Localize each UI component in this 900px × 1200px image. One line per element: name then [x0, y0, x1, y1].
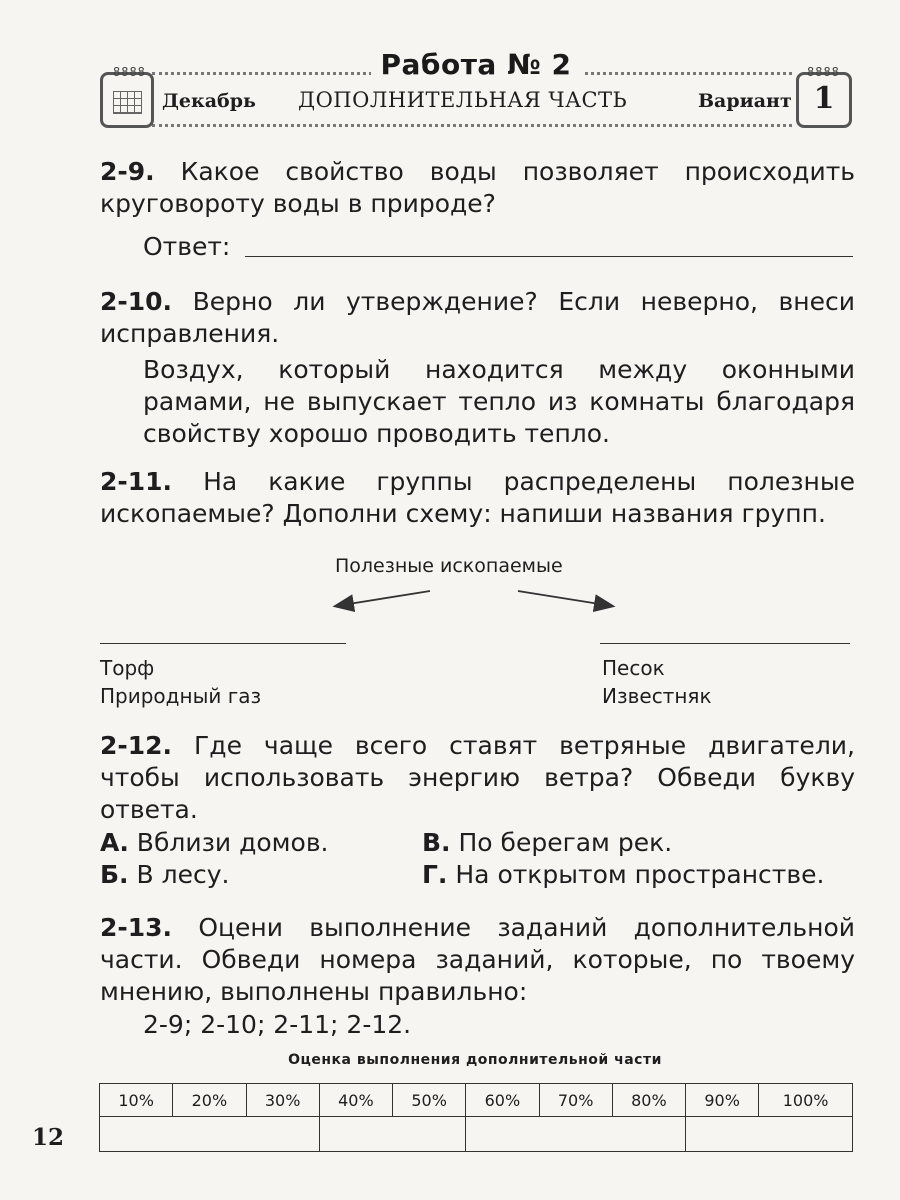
option-v[interactable] — [422, 828, 672, 857]
question-number: 2-9. — [100, 157, 155, 186]
option-text: Вблизи домов. — [128, 828, 329, 857]
percent-cell[interactable]: 70% — [539, 1084, 612, 1117]
statement: Воздух, который находится между оконными рамами, не выпускает тепло из комнаты благодаря свойству хорошо проводить тепло. — [143, 355, 855, 448]
question-text: Верно ли утверждение? Если неверно, внеси исправления. — [100, 287, 855, 348]
option-letter: Г. — [422, 860, 448, 889]
option-text: На открытом пространстве. — [447, 860, 825, 889]
variant-badge: 8888 1 — [796, 72, 852, 128]
arrow-left-icon — [336, 591, 430, 606]
calendar-icon: 8888 — [100, 72, 154, 128]
question-text: Какое свойство воды позволяет происходить круговороту воды в природе? — [100, 157, 855, 218]
variant-label: Вариант — [698, 90, 792, 112]
option-letter: Б. — [100, 860, 129, 889]
grade-blank-row — [100, 1117, 853, 1152]
option-a[interactable] — [100, 828, 329, 857]
percent-cell[interactable]: 90% — [686, 1084, 759, 1117]
percent-cell[interactable]: 60% — [466, 1084, 539, 1117]
task-list[interactable]: 2-9; 2-10; 2-11; 2-12. — [143, 1010, 412, 1039]
option-text: В лесу. — [128, 860, 230, 889]
arrow-right-icon — [518, 591, 612, 606]
question-text: На какие группы распределены полезные ископаемые? Дополни схему: напиши названия групп. — [100, 467, 855, 528]
part-label: ДОПОЛНИТЕЛЬНАЯ ЧАСТЬ — [298, 88, 628, 112]
question-text: Где чаще всего ставят ветряные двигатели, чтобы использовать энергию ветра? Обведи букву ответа. — [100, 731, 855, 824]
left-item: Торф — [100, 656, 155, 680]
option-text: По берегам рек. — [450, 828, 673, 857]
percent-cell[interactable]: 10% — [100, 1084, 173, 1117]
question-2-12 — [100, 730, 855, 826]
blank-cell[interactable] — [100, 1117, 247, 1152]
blank-cell[interactable] — [466, 1117, 686, 1152]
option-g[interactable] — [422, 860, 824, 889]
page-number: 12 — [32, 1124, 65, 1151]
question-number: 2-13. — [100, 913, 173, 942]
percent-cell[interactable]: 100% — [759, 1084, 853, 1117]
question-number: 2-11. — [100, 467, 173, 496]
question-text: Оцени выполнение заданий дополнительной части. Обведи номера заданий, которые, по твоему мнению, выполнены правильно: — [100, 913, 855, 1006]
grade-table — [99, 1083, 853, 1152]
percent-cell[interactable]: 50% — [393, 1084, 466, 1117]
grade-percent-row — [100, 1084, 853, 1117]
work-title: Работа № 2 — [96, 48, 856, 81]
scheme-blank-right[interactable] — [600, 643, 850, 644]
blank-cell[interactable] — [686, 1117, 853, 1152]
answer-label: Ответ: — [143, 232, 231, 261]
right-item: Известняк — [602, 684, 712, 708]
question-number: 2-12. — [100, 731, 173, 760]
option-letter: А. — [100, 828, 129, 857]
percent-cell[interactable]: 20% — [173, 1084, 246, 1117]
month-label: Декабрь — [162, 90, 256, 112]
option-b[interactable] — [100, 860, 229, 889]
question-number: 2-10. — [100, 287, 173, 316]
percent-cell[interactable]: 40% — [319, 1084, 392, 1117]
scheme-blank-left[interactable] — [100, 643, 346, 644]
right-item: Песок — [602, 656, 665, 680]
blank-cell[interactable] — [319, 1117, 466, 1152]
option-letter: В. — [422, 828, 451, 857]
scheme-title: Полезные ископаемые — [335, 555, 563, 577]
variant-number: 1 — [813, 81, 835, 116]
percent-cell[interactable]: 30% — [246, 1084, 319, 1117]
question-2-13 — [100, 912, 855, 1008]
grade-table-caption: Оценка выполнения дополнительной части — [288, 1052, 662, 1068]
left-item: Природный газ — [100, 684, 262, 708]
blank-cell[interactable] — [246, 1117, 319, 1152]
percent-cell[interactable]: 80% — [612, 1084, 685, 1117]
